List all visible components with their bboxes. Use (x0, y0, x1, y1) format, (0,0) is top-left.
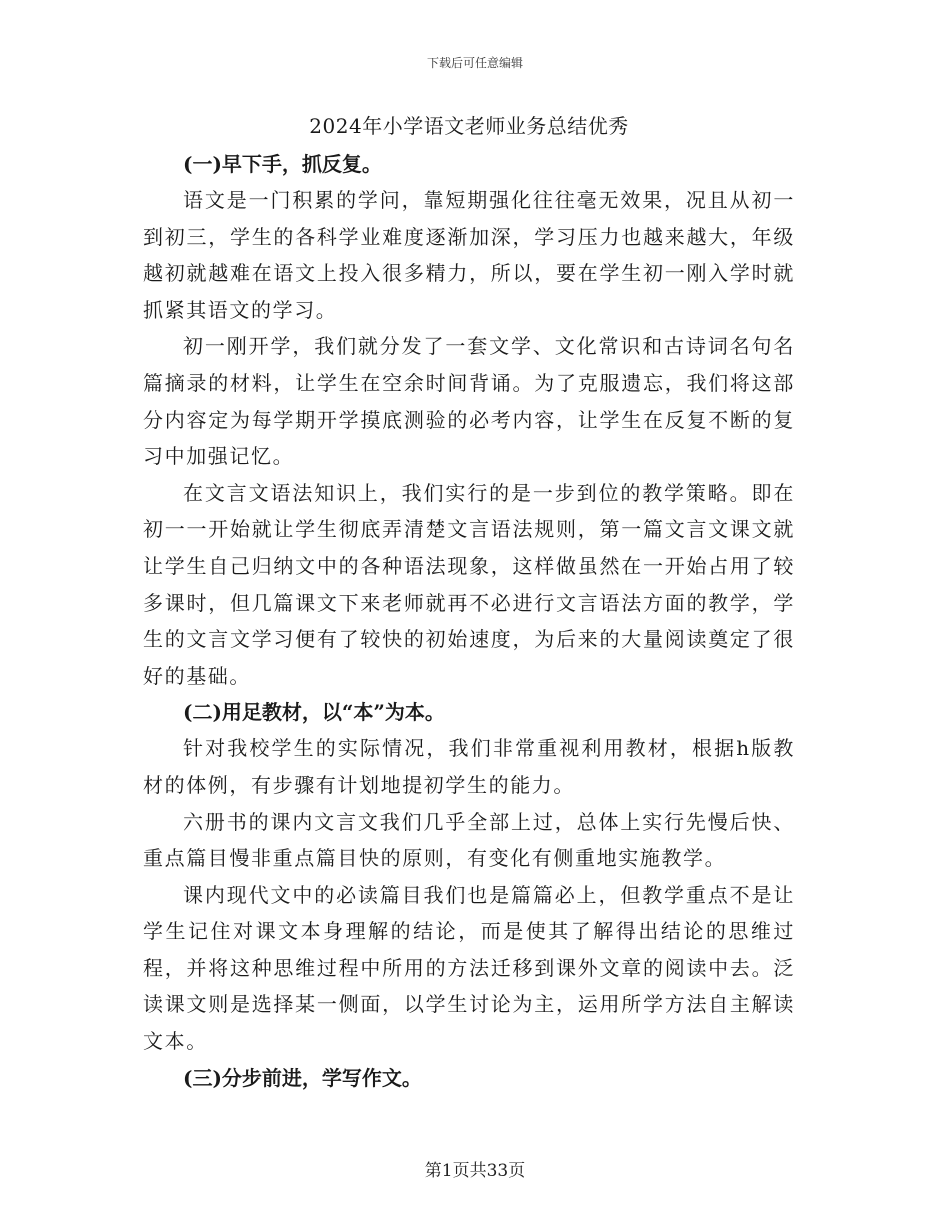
paragraph: 在文言文语法知识上，我们实行的是一步到位的教学策略。即在初一一开始就让学生彻底弄清楚文言语法规则，第一篇文言文课文就让学生自己归纳文中的各种语法现象，这样做虽然在一开始占用了较多课时，但几篇课文下来老师就再不必进行文言语法方面的教学，学生的文言文学习便有了较快的初始速度，为后来的大量阅读奠定了很好的基础。 (143, 480, 795, 688)
document-title: 2024年小学语文老师业务总结优秀 (309, 114, 629, 138)
document-body (143, 108, 795, 1096)
paragraph: 初一刚开学，我们就分发了一套文学、文化常识和古诗词名句名篇摘录的材料，让学生在空余时间背诵。为了克服遗忘，我们将这部分内容定为每学期开学摸底测验的必考内容，让学生在反复不断的复习中加强记忆。 (143, 334, 795, 469)
paragraph: 语文是一门积累的学问，靠短期强化往往毫无效果，况且从初一到初三，学生的各科学业难度逐渐加深，学习压力也越来越大，年级越初就越难在语文上投入很多精力，所以，要在学生初一刚入学时就抓紧其语文的学习。 (143, 188, 795, 322)
paragraph: 针对我校学生的实际情况，我们非常重视利用教材，根据h版教材的体例，有步骤有计划地提初学生的能力。 (143, 736, 795, 797)
section-heading-1: (一)早下手，抓反复。 (183, 152, 382, 176)
header-note: 下载后可任意编辑 (426, 56, 523, 70)
paragraph: 六册书的课内文言文我们几乎全部上过，总体上实行先慢后快、重点篇目慢非重点篇目快的原则，有变化有侧重地实施教学。 (143, 809, 795, 871)
page-number-footer: 第1页共33页 (424, 1161, 526, 1181)
section-heading-2: (二)用足教材，以“本”为本。 (183, 700, 445, 725)
section-heading-3: (三)分步前进，学写作文。 (183, 1065, 422, 1090)
paragraph: 课内现代文中的必读篇目我们也是篇篇必上，但教学重点不是让学生记住对课文本身理解的结论，而是使其了解得出结论的思维过程，并将这种思维过程中所用的方法迁移到课外文章的阅读中去。泛读课文则是选择某一侧面，以学生讨论为主，运用所学方法自主解读文本。 (143, 882, 795, 1054)
